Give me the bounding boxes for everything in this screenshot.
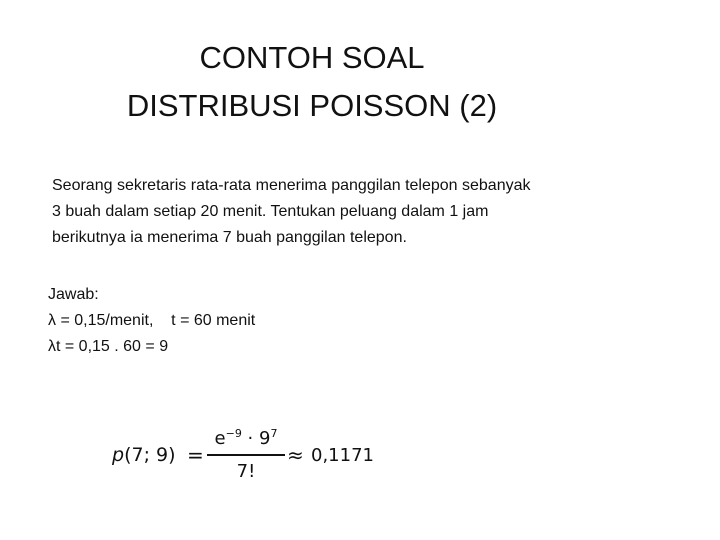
numerator-e-exponent: −9	[225, 427, 242, 440]
formula-equals: =	[187, 443, 204, 467]
numerator-e: e	[214, 428, 226, 449]
formula-lhs	[112, 444, 176, 466]
problem-line-1: Seorang sekretaris rata-rata menerima panggilan telepon sebanyak	[52, 177, 531, 194]
answer-line-2: λt = 0,15 . 60 = 9	[48, 338, 169, 355]
numerator-9-exponent: 7	[270, 427, 278, 440]
formula-denominator: 7!	[236, 460, 256, 482]
formula-numerator	[207, 422, 285, 451]
fraction-bar	[207, 454, 285, 456]
formula-function: p	[112, 444, 125, 466]
answer-block	[48, 282, 648, 360]
problem-line-2: 3 buah dalam setiap 20 menit. Tentukan peluang dalam 1 jam	[52, 203, 489, 220]
title-line-2: DISTRIBUSI POISSON (2)	[126, 88, 498, 123]
formula-args: (7; 9)	[124, 444, 176, 466]
title-line-1: CONTOH SOAL	[199, 40, 425, 75]
formula-approx: ≈	[287, 443, 304, 467]
problem-line-3: berikutnya ia menerima 7 buah panggilan telepon.	[52, 229, 407, 246]
formula-fraction	[207, 422, 285, 484]
problem-statement	[52, 173, 672, 251]
numerator-mid: · 9	[241, 428, 271, 449]
formula-result: 0,1171	[311, 445, 374, 466]
answer-line-1: λ = 0,15/menit, t = 60 menit	[48, 312, 256, 329]
slide-title	[0, 34, 624, 130]
answer-label: Jawab:	[48, 286, 99, 303]
poisson-formula	[112, 422, 412, 492]
